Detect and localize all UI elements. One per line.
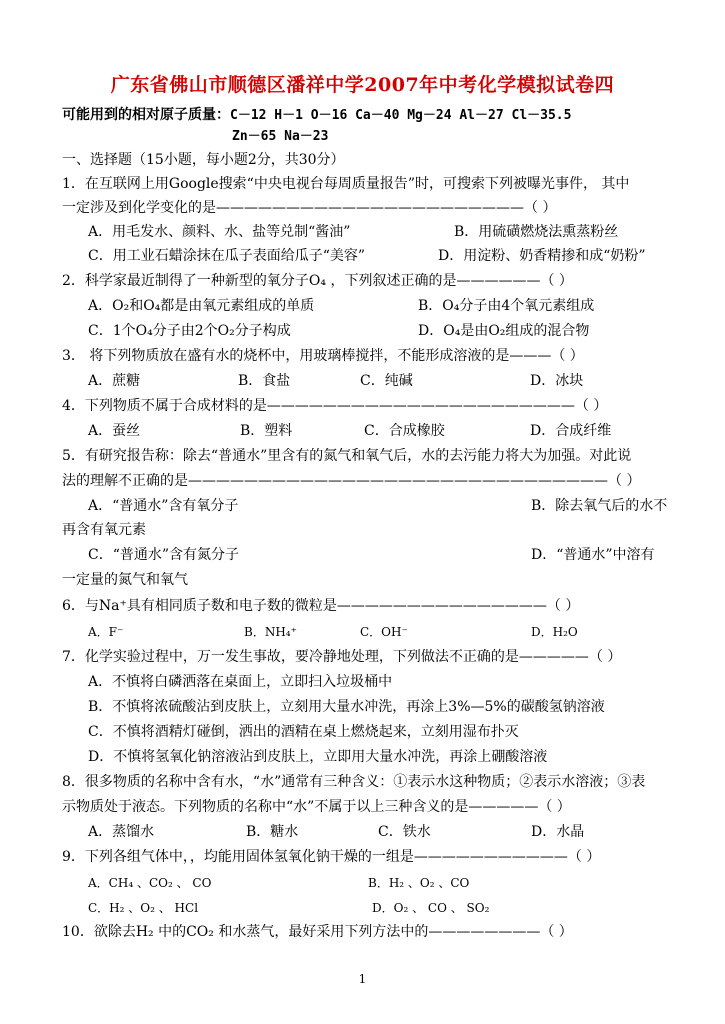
- question-5-option-d-continued: 一定量的氮气和氧气: [62, 572, 188, 588]
- question-9-option-a: A．CH₄ 、CO₂ 、 CO: [88, 876, 212, 890]
- question-2-option-b: B．O₄分子由4个氧元素组成: [418, 298, 595, 314]
- section-heading-text: 一、选择题（15小题，每小题2分，共30分）: [62, 152, 345, 168]
- question-7-option-d: D．不慎将氢氧化钠溶液沾到皮肤上，立即用大量水冲洗，再涂上硼酸溶液: [88, 749, 548, 765]
- question-9-option-c: C．H₂ 、O₂ 、 HCl: [88, 901, 199, 915]
- question-8-option-a: A．蒸馏水: [88, 824, 155, 840]
- question-1-option-d: D．用淀粉、奶香精掺和成“奶粉”: [438, 248, 646, 264]
- question-5-option-b-continued: 再含有氧元素: [62, 522, 146, 538]
- question-10-stem: 10．欲除去H₂ 中的CO₂ 和水蒸气，最好采用下列方法中的————————（ ）: [62, 924, 573, 940]
- question-6-option-d: D．H₂O: [531, 625, 578, 639]
- section-heading: [62, 151, 345, 169]
- atomic-mass-values: C－12 H－1 O－16 Ca－40 Mg－24 Al－27 Cl－35.5: [230, 108, 572, 123]
- question-6-option-a: A．F⁻: [88, 625, 124, 639]
- question-2-option-c: C．1个O₄分子由2个O₂分子构成: [88, 323, 291, 339]
- question-3-option-c: C．纯碱: [360, 373, 413, 389]
- exam-title: 广东省佛山市顺德区潘祥中学2007年中考化学模拟试卷四: [110, 74, 615, 96]
- question-3-option-d: D．冰块: [530, 373, 584, 389]
- question-1-option-b: B．用硫磺燃烧法熏蒸粉丝: [454, 224, 619, 240]
- question-6-option-c: C．OH⁻: [360, 625, 408, 639]
- question-1-stem-1: 1．在互联网上用Google搜索“中央电视台每周质量报告”时，可搜索下列被曝光事件， 其中: [62, 176, 630, 192]
- atomic-mass-line-2: Zn－65 Na－23: [232, 129, 329, 144]
- question-6-stem: 6．与Na⁺具有相同质子数和电子数的微粒是———————————————（ ）: [62, 598, 580, 614]
- question-8-option-d: D．水晶: [531, 824, 585, 840]
- question-4-option-a: A．蚕丝: [88, 423, 141, 439]
- atomic-mass-label: 可能用到的相对原子质量：: [62, 107, 230, 123]
- question-7-option-c: C．不慎将酒精灯碰倒，洒出的酒精在桌上燃烧起来，立刻用湿布扑灭: [88, 724, 519, 740]
- question-4-option-d: D．合成纤维: [530, 423, 612, 439]
- atomic-mass-line-1: [62, 106, 571, 125]
- question-7-stem: 7．化学实验过程中，万一发生事故，要冷静地处理，下列做法不正确的是—————（ ）: [62, 649, 622, 665]
- question-2-option-d: D．O₄是由O₂组成的混合物: [418, 323, 590, 339]
- question-9-stem: 9．下列各组气体中，，均能用固体氢氧化钠干燥的一组是———————————（ ）: [62, 849, 601, 865]
- question-6-option-b: B．NH₄⁺: [244, 625, 297, 639]
- question-5-option-c: C．“普通水”含有氮分子: [88, 547, 240, 563]
- question-5-option-b: B．除去氧气后的水不: [531, 498, 668, 514]
- page-number: 1: [358, 972, 367, 986]
- question-5-stem-1: 5．有研究报告称：除去“普通水”里含有的氮气和氧气后，水的去污能力将大为加强。对此说: [62, 448, 632, 464]
- question-5-option-d: D．“普通水”中溶有: [531, 547, 655, 563]
- question-7-option-a: A．不慎将白磷洒落在桌面上，立即扫入垃圾桶中: [88, 674, 393, 690]
- question-8-stem-1: 8．很多物质的名称中含有水，“水”通常有三种含义：①表示水这种物质；②表示水溶液；③表: [62, 774, 646, 790]
- question-5-stem-2: 法的理解不正确的是——————————————————————————————（ ）: [62, 473, 641, 489]
- question-4-stem: 4．下列物质不属于合成材料的是——————————————————————（ ）: [62, 398, 608, 414]
- question-7-option-b: B．不慎将浓硫酸沾到皮肤上，立刻用大量水冲洗，再涂上3%—5%的碳酸氢钠溶液: [88, 699, 605, 715]
- question-8-option-c: C．铁水: [378, 824, 431, 840]
- question-3-stem: 3． 将下列物质放在盛有水的烧杯中，用玻璃棒搅拌，不能形成溶液的是———（ ）: [62, 348, 584, 364]
- question-8-option-b: B．糖水: [246, 824, 299, 840]
- question-9-option-d: D．O₂ 、 CO 、 SO₂: [372, 901, 490, 915]
- question-4-option-c: C．合成橡胶: [364, 423, 445, 439]
- question-9-option-b: B．H₂ 、O₂ 、CO: [368, 876, 470, 890]
- question-8-stem-2: 示物质处于液态。下列物质的名称中“水”不属于以上三种含义的是—————（ ）: [62, 799, 571, 815]
- question-5-option-a: A．“普通水”含有氧分子: [88, 498, 239, 514]
- question-3-option-b: B．食盐: [238, 373, 291, 389]
- question-3-option-a: A．蔗糖: [88, 373, 141, 389]
- question-1-stem-2: 一定涉及到化学变化的是——————————————————————（ ）: [62, 200, 557, 216]
- question-1-option-c: C．用工业石蜡涂抹在瓜子表面给瓜子“美容”: [88, 248, 366, 264]
- question-2-option-a: A．O₂和O₄都是由氧元素组成的单质: [88, 298, 315, 314]
- question-2-stem: 2．科学家最近制得了一种新型的氧分子O₄ ，下列叙述正确的是——————（ ）: [62, 273, 573, 289]
- question-4-option-b: B．塑料: [240, 423, 293, 439]
- question-1-option-a: A．用毛发水、颜料、水、盐等兑制“酱油”: [88, 224, 351, 240]
